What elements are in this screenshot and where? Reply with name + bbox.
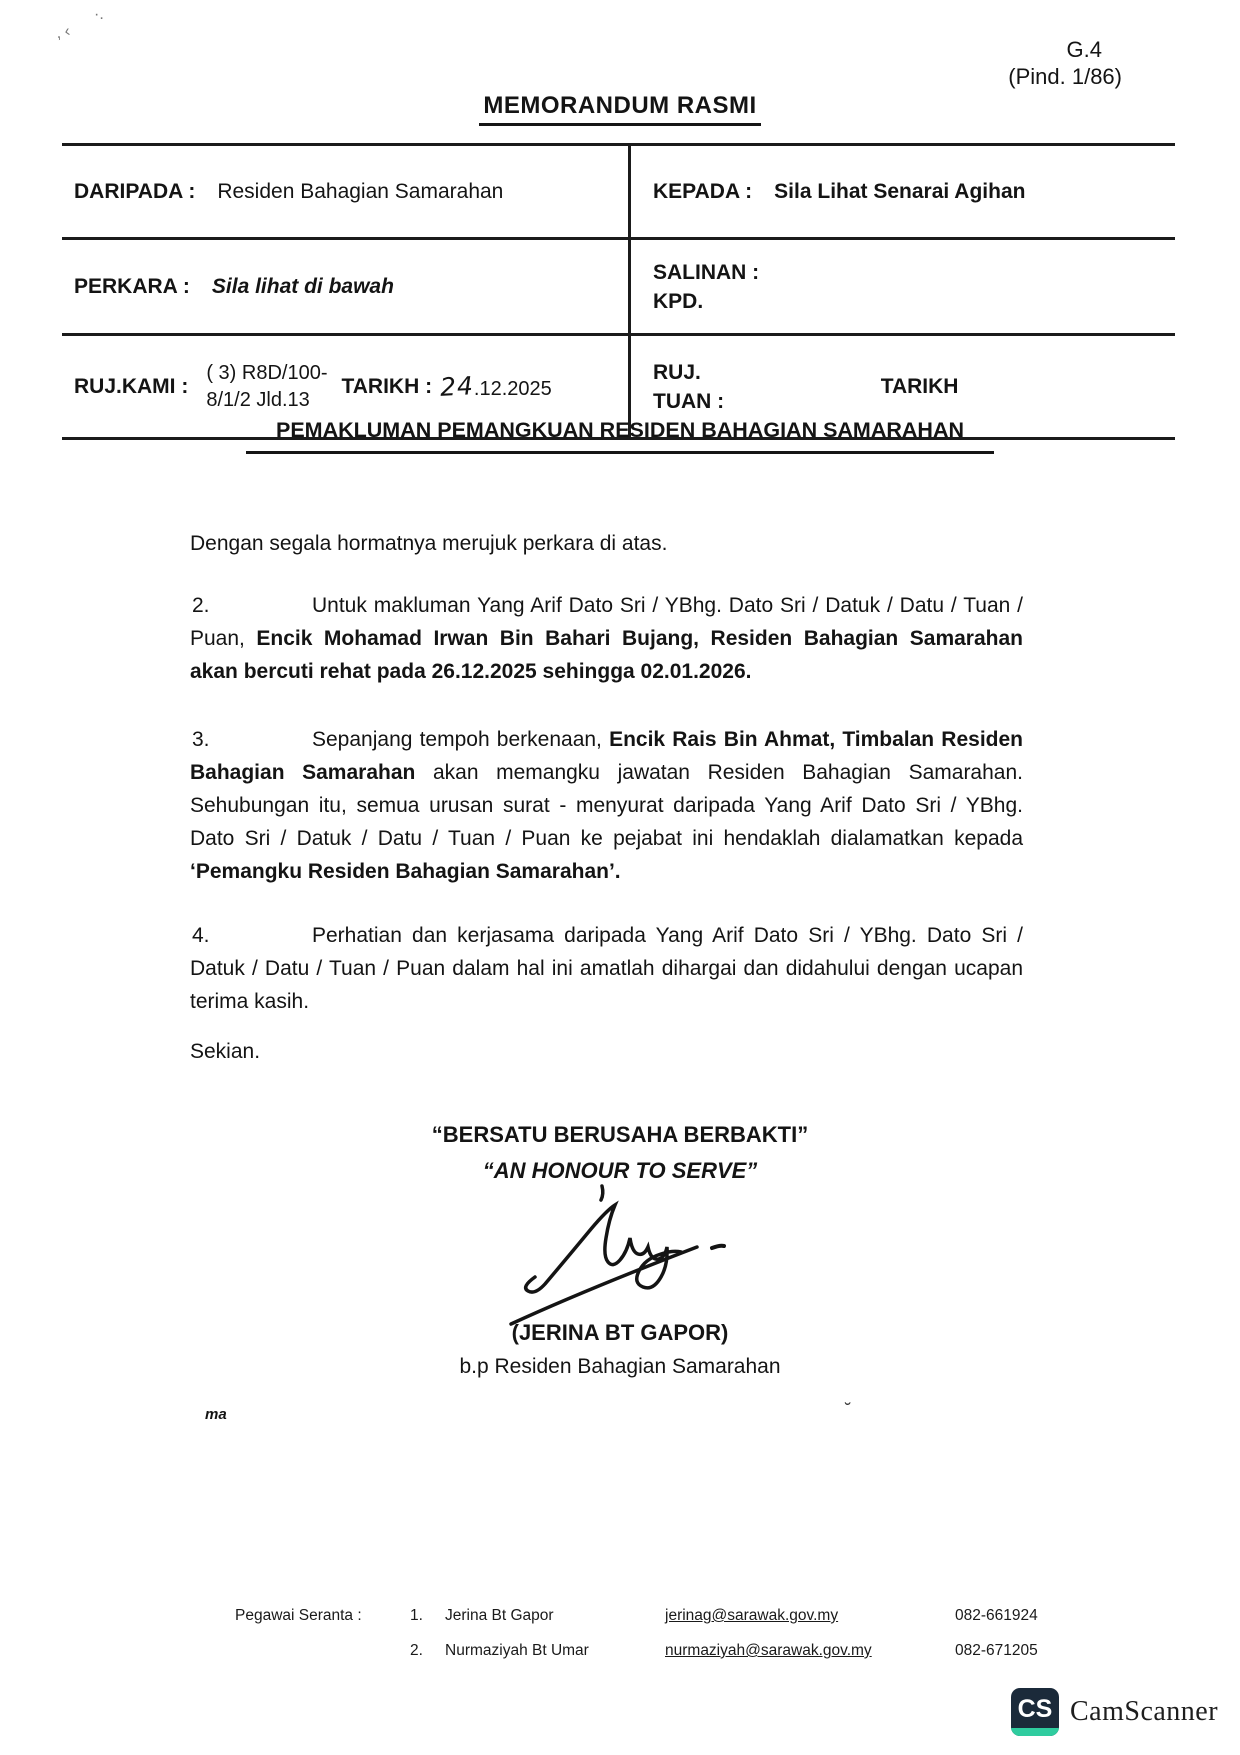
daripada-value: Residen Bahagian Samarahan (217, 179, 504, 203)
memo-body (190, 527, 1023, 1068)
officer-2-num: 2. (410, 1642, 423, 1659)
officer-2-email: nurmaziyah@sarawak.gov.my (665, 1642, 872, 1659)
rujkami-label: RUJ.KAMI : (74, 374, 189, 398)
pen-tick: ˘ (845, 1400, 851, 1420)
typist-initials: ma (205, 1406, 227, 1423)
rujtuan-label-line2: TUAN : (653, 389, 725, 413)
perkara-label: PERKARA : (74, 274, 190, 298)
perkara-value: Sila lihat di bawah (211, 274, 394, 298)
officer-1-email: jerinag@sarawak.gov.my (665, 1607, 839, 1624)
doc-title-row (0, 92, 1240, 126)
daripada-cell (62, 146, 628, 240)
daripada-label: DARIPADA : (74, 179, 196, 203)
footer-contacts (235, 1598, 1038, 1668)
kepada-cell (628, 146, 1175, 240)
paragraph-2-number: 2. (192, 594, 210, 617)
handwritten-day: 24 (439, 371, 475, 402)
pen-speck: , ‹ (54, 22, 72, 43)
subject-heading: PEMAKLUMAN PEMANGKUAN RESIDEN BAHAGIAN SAMARAHAN (246, 418, 994, 454)
pen-speck: ·. (94, 6, 104, 23)
subject-row (0, 418, 1240, 454)
salinan-label: SALINAN : (653, 260, 760, 284)
perkara-cell (62, 240, 628, 336)
paragraph-4-text: Perhatian dan kerjasama daripada Yang Arif Dato Sri / YBhg. Dato Sri / Datuk / Datu / Tuan / Puan dalam hal ini amatlah dihargai dan didahului dengan ucapan terima kasih. (190, 924, 1023, 1013)
salinan-cell (628, 240, 1175, 336)
paragraph-2 (190, 589, 1023, 688)
tarikh2-label: TARIKH (880, 374, 959, 398)
signature-scribble (505, 1178, 745, 1328)
camscanner-watermark (1011, 1688, 1218, 1736)
footer-label: Pegawai Seranta : (235, 1607, 362, 1624)
paragraph-3-number: 3. (192, 728, 210, 751)
tarikh-value: 24.12.2025 (439, 371, 552, 402)
closing-word: Sekian. (190, 1040, 261, 1063)
paragraph-3-text: Sepanjang tempoh berkenaan, Encik Rais Bin Ahmat, Timbalan Residen Bahagian Samarahan akan memangku jawatan Residen Bahagian Samarahan. Sehubungan itu, semua urusan surat - menyurat daripada Yang Arif Dato Sri / YBhg. Dato Sri / Datuk / Datu / Tuan / Puan ke pejabat ini hendaklah dialamatkan kepada ‘Pemangku Residen Bahagian Samarahan’. (190, 728, 1023, 883)
camscanner-icon-letters: CS (1017, 1694, 1053, 1723)
kepada-label: KEPADA : (653, 179, 753, 203)
motto-line-1: “BERSATU BERUSAHA BERBAKTI” (431, 1122, 809, 1147)
page-title: MEMORANDUM RASMI (479, 92, 760, 126)
paragraph-3 (190, 723, 1023, 888)
rujkami-reference: ( 3) R8D/100- 8/1/2 Jld.13 (206, 361, 328, 411)
signatory-title: b.p Residen Bahagian Samarahan (459, 1355, 781, 1378)
camscanner-icon (1011, 1688, 1059, 1736)
kepada-value: Sila Lihat Senarai Agihan (774, 179, 1026, 203)
officer-2-phone: 082-671205 (955, 1642, 1038, 1659)
form-code-block (1008, 36, 1122, 90)
paragraph-1: Dengan segala hormatnya merujuk perkara di atas. (190, 532, 668, 555)
paragraph-4-number: 4. (192, 924, 210, 947)
camscanner-icon-strip (1011, 1728, 1059, 1736)
form-code: G.4 (1066, 37, 1102, 62)
rujtuan-label-line1: RUJ. (653, 360, 701, 384)
memo-header-table (62, 143, 1175, 440)
tarikh-label: TARIKH : (341, 374, 433, 398)
officer-1-num: 1. (410, 1607, 423, 1624)
motto-line-2: “AN HONOUR TO SERVE” (482, 1158, 758, 1183)
officer-1-name: Jerina Bt Gapor (445, 1607, 554, 1624)
camscanner-wordmark: CamScanner (1070, 1696, 1219, 1727)
paragraph-2-text: Untuk makluman Yang Arif Dato Sri / YBhg. Dato Sri / Datuk / Datu / Tuan / Puan, Encik Mohamad Irwan Bin Bahari Bujang, Residen Bahagian Samarahan akan bercuti rehat pada 26.12.2025 sehingga 02.01.2026. (190, 594, 1023, 683)
officer-2-name: Nurmaziyah Bt Umar (445, 1642, 589, 1659)
signatory-name: (JERINA BT GAPOR) (511, 1320, 729, 1345)
form-revision: (Pind. 1/86) (1008, 64, 1122, 89)
paragraph-4 (190, 919, 1023, 1018)
officer-1-phone: 082-661924 (955, 1607, 1038, 1624)
salinan-value: KPD. (653, 289, 704, 313)
